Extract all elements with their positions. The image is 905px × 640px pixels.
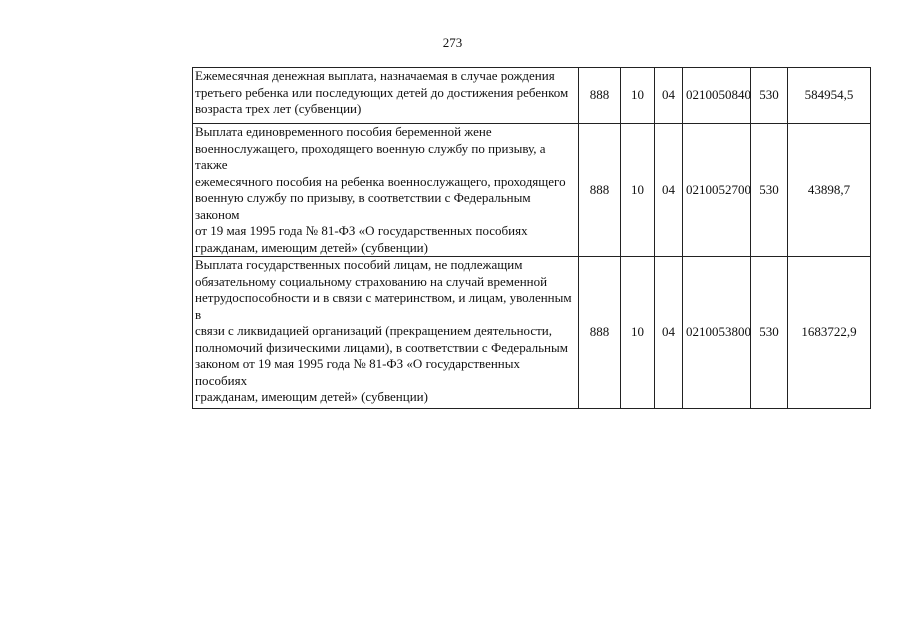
target-article-code: 0210052700	[683, 124, 751, 257]
subsection-code: 04	[655, 124, 683, 257]
ministry-code: 888	[579, 257, 621, 409]
description-line: Выплата единовременного пособия беременной жене	[195, 124, 492, 139]
table-row	[193, 124, 871, 257]
amount: 43898,7	[788, 124, 871, 257]
description-line: обязательному социальному страхованию на случай временной	[195, 273, 548, 289]
description-line: гражданам, имеющим детей» (субвенции)	[195, 239, 428, 255]
amount: 1683722,9	[788, 257, 871, 409]
description-line: Ежемесячная денежная выплата, назначаемая в случае рождения	[195, 68, 555, 83]
description-line: возраста трех лет (субвенции)	[195, 101, 362, 116]
subsection-code: 04	[655, 68, 683, 124]
description-line: третьего ребенка или последующих детей до достижения ребенком	[195, 84, 569, 100]
ministry-code: 888	[579, 124, 621, 257]
target-article-code: 0210050840	[683, 68, 751, 124]
ministry-code: 888	[579, 68, 621, 124]
section-code: 10	[621, 124, 655, 257]
row-description	[193, 124, 579, 257]
description-line: связи с ликвидацией организаций (прекращением деятельности,	[195, 323, 553, 338]
description-line: ежемесячного пособия на ребенка военнослужащего, проходящего	[195, 173, 566, 189]
table-row	[193, 257, 871, 409]
expense-type-code: 530	[751, 68, 788, 124]
description-line: нетрудоспособности и в связи с материнством, и лицам, уволенным в	[195, 290, 572, 322]
description-line: полномочий физическими лицами), в соответствии с Федеральным	[195, 339, 568, 355]
description-line: Выплата государственных пособий лицам, не подлежащим	[195, 257, 523, 272]
target-article-code: 0210053800	[683, 257, 751, 409]
description-line: от 19 мая 1995 года № 81-ФЗ «О государственных пособиях	[195, 223, 528, 238]
description-line: военную службу по призыву, в соответствии с Федеральным законом	[195, 190, 531, 222]
description-line: военнослужащего, проходящего военную службу по призыву, а также	[195, 140, 546, 172]
description-line: гражданам, имеющим детей» (субвенции)	[195, 389, 428, 404]
expense-type-code: 530	[751, 257, 788, 409]
page-number: 273	[442, 35, 463, 50]
section-code: 10	[621, 68, 655, 124]
subsection-code: 04	[655, 257, 683, 409]
budget-table	[192, 67, 871, 409]
section-code: 10	[621, 257, 655, 409]
table-row	[193, 68, 871, 124]
row-description	[193, 257, 579, 409]
description-line: законом от 19 мая 1995 года № 81-ФЗ «О государственных пособиях	[195, 356, 520, 388]
row-description	[193, 68, 579, 124]
amount: 584954,5	[788, 68, 871, 124]
expense-type-code: 530	[751, 124, 788, 257]
